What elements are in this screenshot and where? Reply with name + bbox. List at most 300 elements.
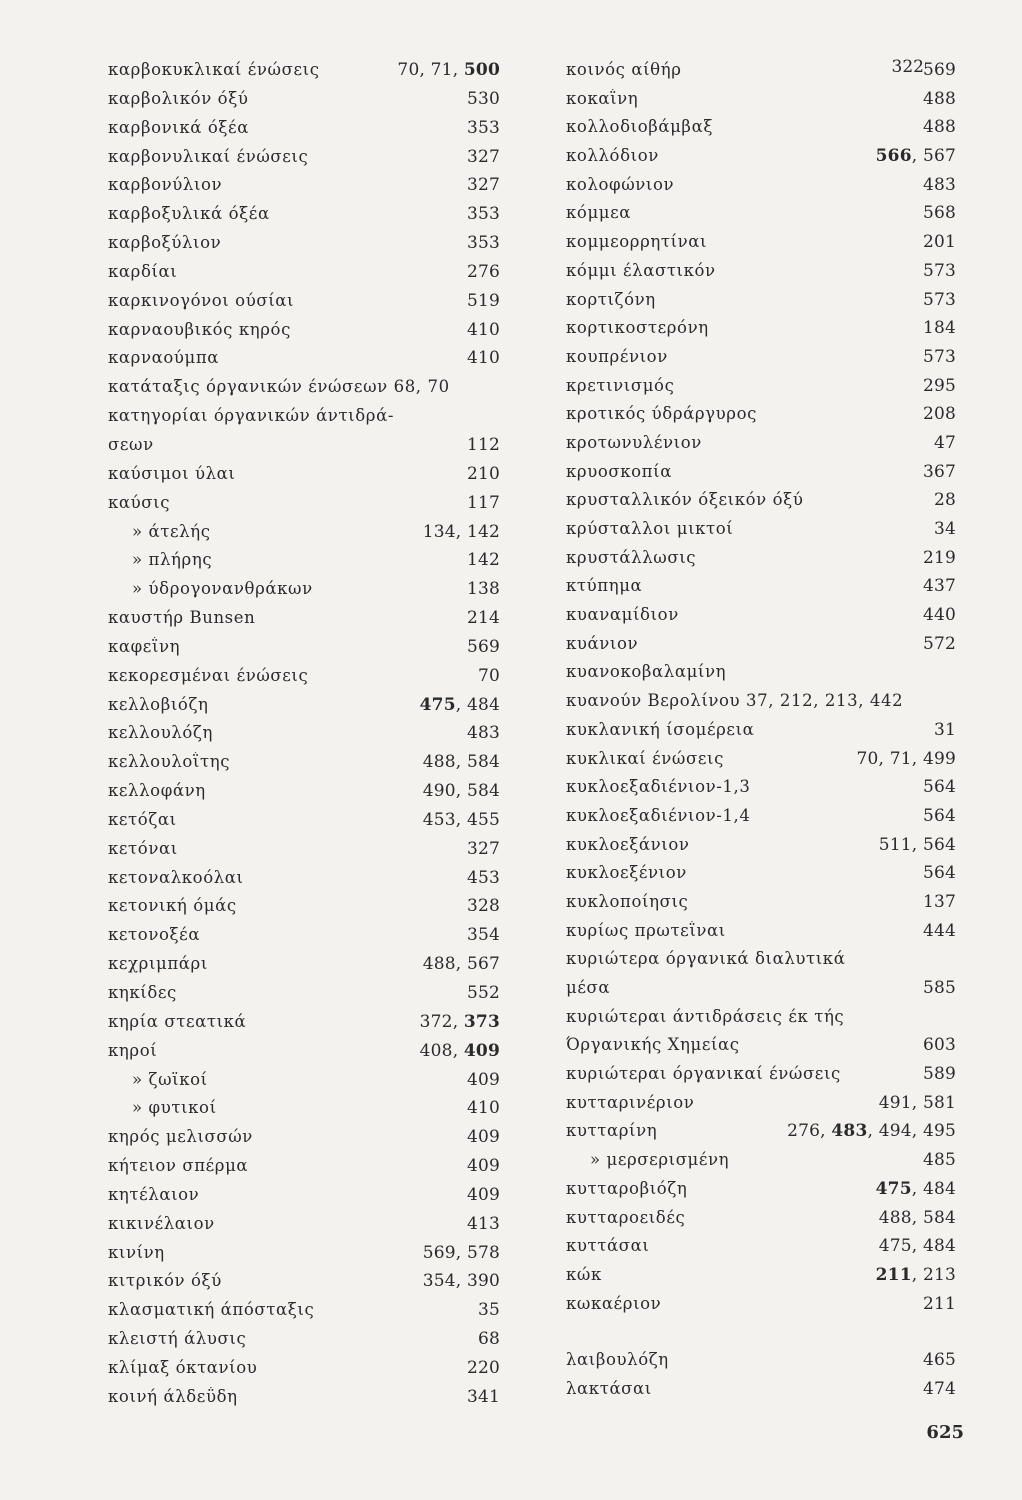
index-entry: [566, 519, 956, 548]
page-references: [397, 60, 500, 80]
page-refs-plain: 485: [922, 1150, 956, 1171]
index-term: κυκλοποίησις: [566, 891, 689, 911]
page-references: [923, 462, 956, 482]
page-references: [923, 404, 956, 424]
page-refs-plain: 564: [922, 863, 956, 884]
page-references: [923, 921, 956, 941]
page-references: [467, 1127, 500, 1147]
index-entry: [108, 695, 500, 724]
page-refs-plain: 142: [466, 550, 500, 571]
index-term: κουπρένιον: [566, 346, 668, 366]
index-entry: [566, 1322, 956, 1350]
page-refs-plain: 488: [922, 117, 956, 138]
index-entry: [566, 490, 956, 519]
index-term: κυανοκοβαλαμίνη: [566, 662, 727, 682]
page-references: [423, 1271, 500, 1291]
page-references: [467, 896, 500, 916]
index-term: κελλουλοΐτης: [108, 752, 231, 772]
index-term: κορτιζόνη: [566, 289, 656, 309]
page-refs-plain: 117: [466, 492, 500, 513]
page-references: [467, 983, 500, 1003]
page-references: [423, 752, 500, 772]
page-references: [467, 1185, 500, 1205]
page-refs-plain: 453, 455: [422, 809, 500, 830]
index-entry: [108, 435, 500, 464]
page-references: [467, 464, 500, 484]
page-references: [923, 978, 956, 998]
page-refs-plain: 137: [922, 891, 956, 912]
page-references: [923, 1379, 956, 1399]
index-entry: [566, 749, 956, 778]
index-entry: [566, 1064, 956, 1093]
index-entry: [566, 720, 956, 749]
index-entry: [566, 203, 956, 232]
index-entry: [108, 1012, 500, 1041]
page-refs-plain: 220: [466, 1357, 500, 1378]
index-entry: [108, 348, 500, 377]
index-term: » άτελής: [132, 521, 211, 541]
index-term: καύσιμοι ύλαι: [108, 463, 236, 483]
index-entry: [566, 347, 956, 376]
index-term: καρβοξύλιον: [108, 233, 222, 253]
index-entry: [108, 233, 500, 262]
index-term: κώκ: [566, 1264, 602, 1284]
index-entry: [108, 493, 500, 522]
page-refs-plain: 569, 578: [422, 1242, 500, 1263]
index-entry: [108, 1214, 500, 1243]
index-term: λαιβουλόζη: [566, 1350, 669, 1370]
page-references: [467, 1214, 500, 1234]
index-entry: [566, 548, 956, 577]
index-term: κλειστή άλυσις: [108, 1329, 247, 1349]
index-term: κοινή άλδεΰδη: [108, 1386, 238, 1406]
index-term: κετόναι: [108, 838, 178, 858]
page-refs-plain: 353: [466, 233, 500, 254]
index-entry: [566, 1350, 956, 1379]
page-references: [420, 695, 500, 715]
page-refs-plain: 35: [477, 1300, 500, 1321]
index-entry: [108, 406, 500, 435]
page-references: [934, 519, 956, 539]
index-entry: [108, 1185, 500, 1214]
page-references: [923, 1294, 956, 1314]
index-term: κυανούν Βερολίνου 37, 212, 213, 442: [566, 691, 904, 711]
index-term: κηροί: [108, 1040, 158, 1060]
page-references: [467, 320, 500, 340]
page-references: [467, 262, 500, 282]
page-references: [467, 637, 500, 657]
page-references: [467, 348, 500, 368]
page-references: [923, 892, 956, 912]
page-references: [923, 89, 956, 109]
index-entry: [108, 839, 500, 868]
index-term: καρναούμπα: [108, 348, 220, 368]
index-term: κετόζαι: [108, 809, 177, 829]
index-entry: [108, 579, 500, 608]
page-refs-plain: 210: [466, 463, 500, 484]
index-entry: [108, 608, 500, 637]
index-term: » φυτικοί: [132, 1098, 217, 1118]
index-term: κυτταρίνη: [566, 1121, 658, 1141]
index-term: κοινός αίθήρ: [566, 60, 682, 79]
index-entry: [566, 146, 956, 175]
page-references: [923, 1350, 956, 1370]
right-index-column: [566, 60, 956, 1408]
index-term: κετονική όμάς: [108, 896, 237, 916]
page-refs-plain: 490, 584: [422, 781, 500, 802]
page-ref-main: 475: [419, 694, 456, 715]
index-entry: [108, 60, 500, 89]
page-refs-plain: 475, 484: [878, 1236, 956, 1257]
index-entry: [108, 1041, 500, 1070]
page-refs-plain: 353: [466, 204, 500, 225]
page-refs-plain: 552: [466, 983, 500, 1003]
index-entry: [108, 1387, 500, 1416]
index-entry: [566, 1121, 956, 1150]
index-term: κόμμι έλαστικόν: [566, 260, 716, 280]
page-refs-plain: 341: [466, 1386, 500, 1407]
index-term: κυτταρινέριον: [566, 1092, 695, 1112]
index-entry: [108, 723, 500, 752]
index-entry: [566, 376, 956, 405]
page-references: [423, 522, 500, 542]
page-refs-plain: 483: [922, 174, 956, 195]
index-entry: [566, 1236, 956, 1265]
page-refs-plain: 112: [466, 434, 500, 455]
continued-page-ref: 322: [891, 57, 924, 77]
index-term: κρύσταλλοι μικτοί: [566, 519, 734, 538]
page-refs-after: , 213: [911, 1264, 956, 1285]
page-refs-plain: 453: [466, 867, 500, 888]
page-references: [934, 490, 956, 510]
page-references: [876, 1265, 956, 1285]
index-term: κυαναμίδιον: [566, 605, 679, 625]
page-refs-plain: 408,: [419, 1040, 464, 1061]
index-term: κροτωνυλένιον: [566, 432, 702, 452]
page-references: [467, 89, 500, 109]
index-term: λακτάσαι: [566, 1378, 652, 1398]
index-term: κηκίδες: [108, 983, 177, 1002]
page-refs-plain: 219: [922, 547, 956, 568]
index-entry: [108, 868, 500, 897]
page-refs-plain: 585: [922, 978, 956, 998]
index-entry: [566, 576, 956, 605]
page-references: [923, 60, 956, 80]
page-references: [923, 318, 956, 338]
page-refs-after: , 567: [911, 146, 956, 167]
page-references: [467, 175, 500, 195]
index-term: κατάταξις όργανικών ένώσεων 68, 70: [108, 377, 450, 397]
index-entry: [566, 691, 956, 720]
page-references: [467, 204, 500, 224]
page-refs-plain: 410: [466, 319, 500, 340]
page-refs-plain: 410: [466, 348, 500, 369]
page-references: [467, 1387, 500, 1407]
page-references: [467, 493, 500, 513]
page-refs-plain: 573: [922, 346, 956, 367]
page-refs-plain: 572: [922, 633, 956, 654]
page-refs-plain: 440: [922, 605, 956, 626]
index-entry: [108, 896, 500, 925]
page-refs-plain: 603: [922, 1035, 956, 1056]
page-references: [467, 1070, 500, 1090]
index-entry: [566, 978, 956, 1007]
index-term: κρυσταλλικόν όξεικόν όξύ: [566, 490, 804, 510]
page-refs-plain: 564: [922, 805, 956, 826]
index-term: καρβονυλικαί ένώσεις: [108, 146, 309, 166]
page-references: [423, 810, 500, 830]
page-refs-plain: 589: [922, 1064, 956, 1085]
page-refs-plain: 276,: [787, 1121, 832, 1142]
index-entry: [566, 806, 956, 835]
index-term: καρβοκυκλικαί ένώσεις: [108, 60, 320, 79]
index-entry: [108, 464, 500, 493]
index-term: σεων: [108, 434, 154, 454]
index-term: κεχριμπάρι: [108, 954, 208, 974]
index-term: κυριώτεραι όργανικαί ένώσεις: [566, 1064, 841, 1084]
index-term: κοκαΐνη: [566, 88, 639, 108]
index-term: καρβολικόν όξύ: [108, 88, 249, 108]
index-entry: [108, 175, 500, 204]
page-references: [923, 347, 956, 367]
index-term: κυκλοεξαδιένιον-1,4: [566, 805, 751, 825]
index-term: κολλοδιοβάμβαξ: [566, 117, 714, 137]
page-references: [923, 777, 956, 797]
page-ref-main: 500: [463, 60, 500, 80]
index-term: καρναουβικός κηρός: [108, 319, 291, 339]
page-refs-plain: 327: [466, 175, 500, 196]
index-term: κυτταροειδές: [566, 1207, 686, 1227]
index-entry: [108, 637, 500, 666]
index-entry: [566, 1093, 956, 1122]
page-references: [879, 1236, 956, 1256]
page-references: [923, 863, 956, 883]
page-refs-plain: 488, 567: [422, 954, 500, 975]
page-refs-plain: 353: [466, 117, 500, 138]
page-references: [467, 147, 500, 167]
index-term: κήτειον σπέρμα: [108, 1156, 249, 1176]
index-term: κηρός μελισσών: [108, 1127, 253, 1147]
index-entry: [566, 404, 956, 433]
page-references: [923, 232, 956, 252]
page-refs-plain: 409: [466, 1069, 500, 1090]
page-refs-plain: 564: [922, 777, 956, 798]
page-references: [423, 781, 500, 801]
index-term: κυκλικαί ένώσεις: [566, 748, 724, 768]
page-refs-plain: 138: [466, 579, 500, 600]
page-references: [923, 1064, 956, 1084]
page-references: [467, 608, 500, 628]
index-entry: [566, 1150, 956, 1179]
page-references: [467, 1358, 500, 1378]
page-references: [923, 605, 956, 625]
page-refs-plain: 70: [477, 665, 500, 686]
index-term: κελλοφάνη: [108, 781, 206, 801]
index-entry: [108, 1156, 500, 1185]
index-term: καυστήρ Bunsen: [108, 608, 256, 628]
page-references: [423, 954, 500, 974]
page-refs-plain: 569: [922, 60, 956, 80]
index-term: κυκλοεξάνιον: [566, 834, 690, 854]
index-term: καφεΐνη: [108, 636, 181, 656]
page-references: [876, 146, 956, 166]
index-entry: [566, 777, 956, 806]
index-term: κυκλοεξαδιένιον-1,3: [566, 777, 751, 797]
index-term: κυκλανική ίσομέρεια: [566, 719, 755, 739]
index-entry: [566, 433, 956, 462]
index-entry: [108, 1358, 500, 1387]
index-term: κολλόδιον: [566, 146, 659, 166]
page-references: [876, 1179, 956, 1199]
index-entry: [566, 175, 956, 204]
index-entry: [108, 810, 500, 839]
index-entry: [566, 1265, 956, 1294]
index-term: κωκαέριον: [566, 1293, 662, 1313]
index-entry: [108, 522, 500, 551]
index-entry: [108, 147, 500, 176]
page-references: [467, 839, 500, 859]
index-term: κηρία στεατικά: [108, 1011, 247, 1031]
page-refs-plain: 211: [922, 1293, 956, 1314]
page-refs-plain: 372,: [419, 1011, 464, 1032]
index-entry: [108, 1070, 500, 1099]
left-index-column: [108, 60, 500, 1416]
page-references: [923, 1150, 956, 1170]
index-entry: [566, 892, 956, 921]
index-entry: [566, 60, 956, 89]
page-references: [420, 1041, 500, 1061]
index-term: κελλουλόζη: [108, 723, 213, 743]
index-entry: [108, 1329, 500, 1358]
page-refs-plain: 70, 71, 499: [856, 748, 956, 769]
index-entry: [566, 662, 956, 691]
page-refs-after: , 494, 495: [867, 1121, 956, 1142]
page-refs-plain: 354: [466, 925, 500, 946]
page-references: [467, 1156, 500, 1176]
page-refs-plain: 28: [933, 490, 956, 511]
page-refs-plain: 409: [466, 1184, 500, 1205]
index-entry: [108, 204, 500, 233]
page-references: [923, 290, 956, 310]
index-entry: [108, 118, 500, 147]
index-term: κτύπημα: [566, 576, 643, 596]
page-refs-plain: 474: [922, 1378, 956, 1399]
index-entry: [566, 949, 956, 978]
page-ref-main: 475: [875, 1178, 912, 1199]
page-references: [467, 550, 500, 570]
page-references: [467, 868, 500, 888]
page-refs-plain: 327: [466, 838, 500, 859]
page-refs-plain: 47: [933, 432, 956, 453]
page-references: [787, 1121, 956, 1141]
page-refs-plain: 409: [466, 1127, 500, 1148]
page-refs-plain: 68: [477, 1329, 500, 1350]
index-term: κελλοβιόζη: [108, 694, 209, 714]
index-term: κρετινισμός: [566, 375, 675, 395]
page-refs-plain: 214: [466, 608, 500, 629]
index-term: κυτταροβιόζη: [566, 1178, 688, 1198]
page-references: [467, 723, 500, 743]
page-references: [467, 233, 500, 253]
index-term: κυριώτερα όργανικά διαλυτικά: [566, 949, 846, 969]
index-term: κρυοσκοπία: [566, 461, 672, 481]
page-refs-plain: 488, 584: [422, 752, 500, 773]
page-references: [856, 749, 956, 769]
page-references: [923, 175, 956, 195]
page-refs-plain: 483: [466, 723, 500, 744]
index-term: κολοφώνιον: [566, 174, 675, 194]
index-entry: [566, 89, 956, 118]
index-entry: [108, 89, 500, 118]
page-refs-plain: 437: [922, 576, 956, 597]
page-references: [467, 925, 500, 945]
page-ref-main: 409: [463, 1040, 500, 1061]
page-references: [923, 806, 956, 826]
index-term: κόμμεα: [566, 203, 631, 223]
index-entry: [566, 1035, 956, 1064]
page-refs-after: , 484: [455, 694, 500, 715]
index-term: » πλήρης: [132, 550, 213, 570]
page-refs-plain: 530: [466, 88, 500, 109]
index-entry: [566, 835, 956, 864]
page-refs-plain: 208: [922, 404, 956, 425]
page-refs-plain: 327: [466, 146, 500, 167]
index-term: κορτικοστερόνη: [566, 318, 709, 338]
index-entry: [566, 1179, 956, 1208]
index-entry: [108, 1271, 500, 1300]
index-entry: [108, 781, 500, 810]
index-term: κλίμαξ όκτανίου: [108, 1357, 258, 1377]
index-term: κετοναλκοόλαι: [108, 867, 244, 887]
page-refs-plain: 354, 390: [422, 1271, 500, 1292]
index-entry: [108, 752, 500, 781]
page-references: [879, 1208, 956, 1228]
index-entry: [108, 1300, 500, 1329]
page-refs-plain: 444: [922, 920, 956, 941]
page-references: [467, 1098, 500, 1118]
page-references: [923, 203, 956, 223]
index-term: καρδίαι: [108, 261, 178, 281]
index-entry: [108, 1098, 500, 1127]
index-term: κετονοξέα: [108, 925, 201, 945]
index-entry: [108, 983, 500, 1012]
page-refs-plain: 511, 564: [878, 834, 956, 855]
index-entry: [108, 320, 500, 349]
index-term: κυττάσαι: [566, 1236, 650, 1256]
page-ref-main: 373: [463, 1011, 500, 1032]
page-refs-after: , 484: [911, 1178, 956, 1199]
index-entry: [566, 290, 956, 319]
page-refs-plain: 70, 71,: [397, 60, 464, 80]
page-refs-plain: 134, 142: [422, 521, 500, 542]
index-term: καρβονύλιον: [108, 175, 223, 195]
page-refs-plain: 409: [466, 1156, 500, 1177]
page-refs-plain: 573: [922, 260, 956, 281]
index-term: κατηγορίαι όργανικών άντιδρά-: [108, 406, 394, 426]
page-refs-plain: 410: [466, 1098, 500, 1119]
page-references: [923, 634, 956, 654]
index-term: κλασματική άπόσταξις: [108, 1300, 315, 1320]
page-references: [467, 291, 500, 311]
index-term: κικινέλαιον: [108, 1213, 215, 1233]
index-term: κρυστάλλωσις: [566, 547, 697, 567]
index-term: κυρίως πρωτεΐναι: [566, 920, 726, 940]
page-ref-main: 483: [831, 1121, 868, 1142]
index-entry: [108, 550, 500, 579]
index-term: καρβονικά όξέα: [108, 117, 249, 137]
page-number: 625: [926, 1422, 964, 1443]
page-refs-plain: 465: [922, 1350, 956, 1371]
